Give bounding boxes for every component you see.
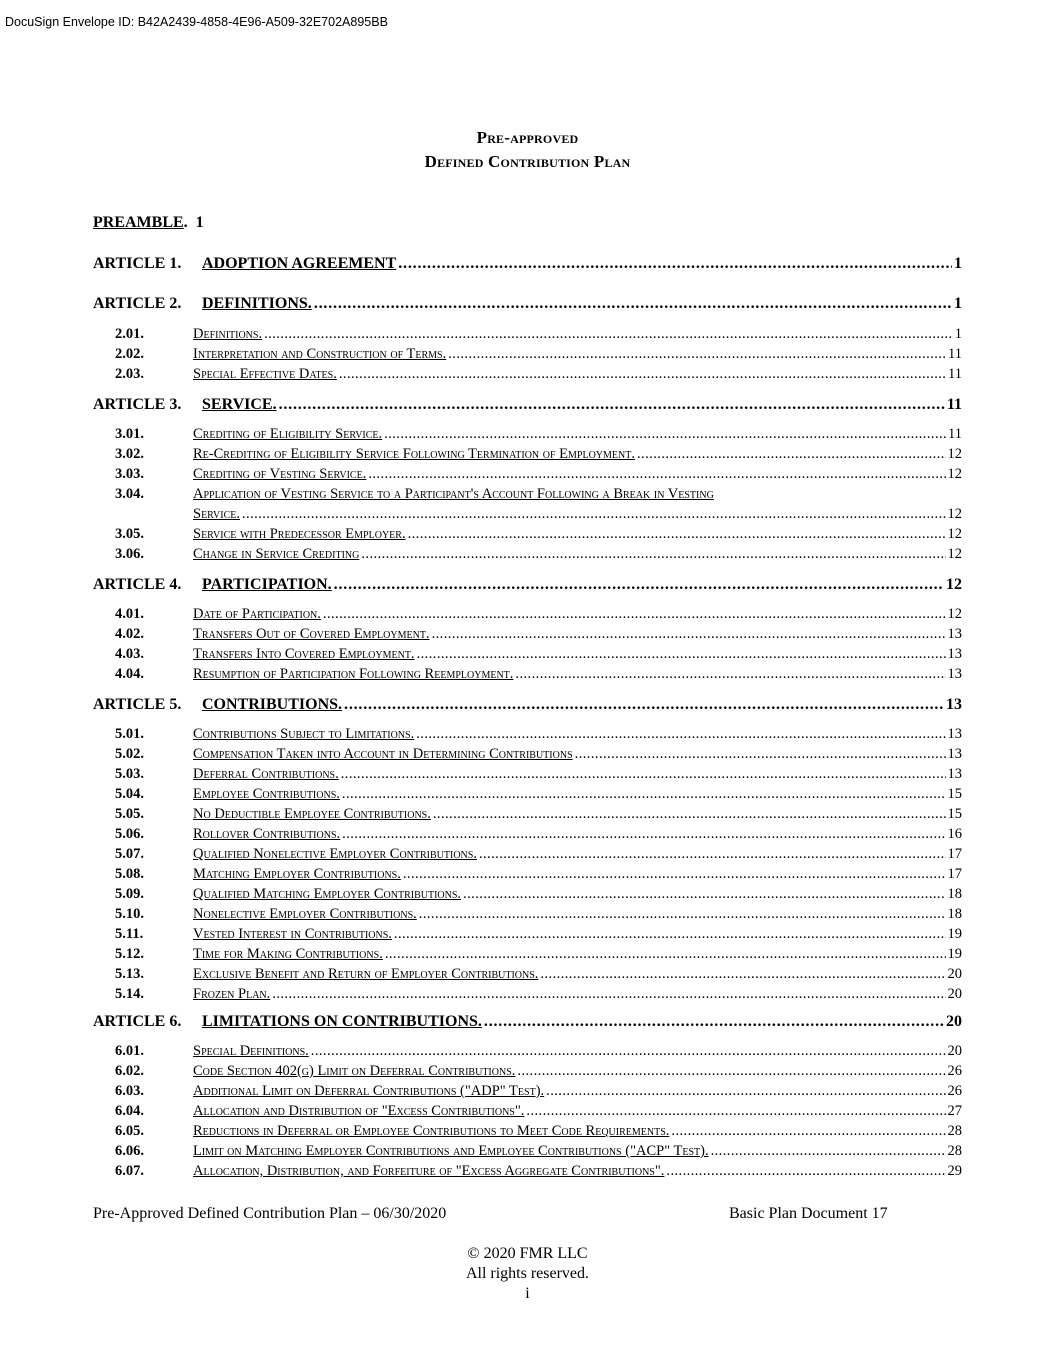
leader-dots [517,1063,945,1080]
leader-dots [394,926,946,943]
section-number: 4.02. [115,626,144,642]
section-number: 2.03. [115,366,144,382]
section-number: 6.06. [115,1143,144,1159]
leader-dots [398,255,952,273]
toc-section[interactable] [93,946,962,966]
toc-section[interactable] [93,526,962,546]
section-title-link[interactable]: Re-Crediting of Eligibility Service Following Termination of Employment. [193,446,635,462]
leader-dots [526,1103,945,1120]
leader-dots [666,1163,945,1180]
toc-section[interactable] [93,1163,962,1183]
section-page: 12 [947,546,962,562]
leader-dots [575,746,946,763]
section-title-link[interactable]: No Deductible Employee Contributions. [193,806,431,822]
leader-dots [546,1083,945,1100]
section-number: 3.04. [115,486,144,502]
toc-section[interactable] [93,446,962,466]
section-title-link[interactable]: Date of Participation. [193,606,321,622]
section-title-link[interactable]: Reductions in Deferral or Employee Contributions to Meet Code Requirements. [193,1123,670,1139]
section-page: 11 [948,346,962,362]
section-page: 26 [947,1063,962,1079]
page-number: i [525,1285,530,1302]
leader-dots [403,866,946,883]
section-title-link[interactable]: Nonelective Employer Contributions. [193,906,417,922]
section-title-link[interactable]: Vested Interest in Contributions. [193,926,392,942]
section-page: 15 [947,806,962,822]
article-label: ARTICLE 3. [93,396,182,413]
section-number: 5.05. [115,806,144,822]
toc-section[interactable] [93,426,962,446]
section-title-link[interactable]: Crediting of Eligibility Service. [193,426,383,442]
section-page: 17 [947,866,962,882]
leader-dots [344,696,944,714]
section-page: 29 [947,1163,962,1179]
toc-section[interactable] [93,486,962,506]
section-number: 6.02. [115,1063,144,1079]
section-page: 12 [947,446,962,462]
toc-preamble[interactable]: PREAMBLE. 1 [93,214,204,231]
section-number: 5.08. [115,866,144,882]
article-label: ARTICLE 5. [93,696,182,713]
leader-dots [384,426,946,443]
rights-reserved: All rights reserved. [465,1265,590,1282]
leader-dots [419,906,946,923]
toc-section[interactable] [93,606,962,626]
section-page: 12 [947,506,962,522]
leader-dots [515,666,945,683]
section-title-link[interactable]: Frozen Plan. [193,986,271,1002]
leader-dots [242,506,946,523]
section-title-link[interactable]: Employee Contributions. [193,786,340,802]
copyright: © 2020 FMR LLC [467,1245,588,1262]
toc-article[interactable] [93,576,962,596]
toc-section[interactable] [93,1043,962,1063]
toc-section[interactable] [93,546,962,566]
section-page: 19 [947,946,962,962]
section-page: 20 [947,986,962,1002]
section-title-link[interactable]: Change in Service Crediting [193,546,360,562]
section-number: 6.01. [115,1043,144,1059]
leader-dots [671,1123,945,1140]
section-number: 5.03. [115,766,144,782]
leader-dots [264,326,953,343]
section-page: 13 [947,766,962,782]
leader-dots [314,295,952,313]
section-number: 5.09. [115,886,144,902]
section-page: 20 [947,1043,962,1059]
section-title-link[interactable]: Qualified Matching Employer Contributions. [193,886,462,902]
article-page: 11 [946,396,962,413]
section-number: 3.05. [115,526,144,542]
section-page: 13 [947,646,962,662]
toc-article[interactable] [93,696,962,716]
toc-section[interactable] [93,1143,962,1163]
toc-section[interactable] [93,726,962,746]
section-title-link[interactable]: Code Section 402(g) Limit on Deferral Contributions. [193,1063,516,1079]
toc-article[interactable] [93,255,962,275]
leader-dots [711,1143,946,1160]
section-page: 28 [947,1123,962,1139]
section-number: 5.14. [115,986,144,1002]
section-page: 13 [947,666,962,682]
toc-section[interactable] [93,846,962,866]
toc-section[interactable] [93,926,962,946]
section-title-link[interactable]: Compensation Taken into Account in Determining Contributions [193,746,573,762]
section-title-link[interactable]: Special Definitions. [193,1043,309,1059]
toc-section[interactable] [93,326,962,346]
section-page: 13 [947,726,962,742]
section-page: 13 [947,746,962,762]
section-title-link[interactable]: Contributions Subject to Limitations. [193,726,415,742]
document-title-line-2: Defined Contribution Plan [424,152,631,171]
section-number: 5.10. [115,906,144,922]
toc-section[interactable] [93,746,962,766]
article-page: 13 [946,696,962,713]
section-title-link[interactable]: Allocation, Distribution, and Forfeiture of "Excess Aggregate Contributions". [193,1163,665,1179]
article-title-link[interactable]: SERVICE. [202,396,277,413]
section-page: 11 [948,426,962,442]
article-title-link[interactable]: LIMITATIONS ON CONTRIBUTIONS. [202,1013,482,1030]
section-number: 2.01. [115,326,144,342]
leader-dots [334,576,944,594]
toc-section[interactable] [93,646,962,666]
section-title-link[interactable]: Limit on Matching Employer Contributions and Employee Contributions ("ACP" Test). [193,1143,709,1159]
section-page: 20 [947,966,962,982]
article-label: ARTICLE 1. [93,255,182,272]
section-number: 5.13. [115,966,144,982]
section-number: 4.01. [115,606,144,622]
toc-section[interactable] [93,986,962,1006]
section-title-link[interactable]: Additional Limit on Deferral Contributions ("ADP" Test). [193,1083,545,1099]
section-number: 5.06. [115,826,144,842]
toc-section[interactable] [93,806,962,826]
preamble-page: 1 [195,214,204,231]
leader-dots [448,346,946,363]
section-number: 5.04. [115,786,144,802]
section-title-link[interactable]: Service with Predecessor Employer. [193,526,406,542]
section-page: 13 [947,626,962,642]
leader-dots [463,886,945,903]
section-number: 5.12. [115,946,144,962]
leader-dots [272,986,945,1003]
leader-dots [311,1043,946,1060]
section-number: 6.07. [115,1163,144,1179]
section-title-link[interactable]: Rollover Contributions. [193,826,341,842]
leader-dots [416,726,945,743]
section-title-link[interactable]: Application of Vesting Service to a Participant's Account Following a Break in Vesting [193,486,714,502]
section-number: 5.11. [115,926,144,942]
section-title-link[interactable]: Matching Employer Contributions. [193,866,401,882]
section-page: 18 [947,906,962,922]
section-title-link[interactable]: Transfers Into Covered Employment. [193,646,415,662]
leader-dots [342,786,946,803]
section-page: 18 [947,886,962,902]
toc-section[interactable] [93,906,962,926]
toc-section[interactable] [93,1063,962,1083]
leader-dots [432,626,946,643]
toc-section[interactable] [93,346,962,366]
section-page: 11 [948,366,962,382]
article-page: 20 [946,1013,962,1030]
footer-plan-name: Pre-Approved Defined Contribution Plan – 06/30/2020 [93,1205,447,1222]
toc-section[interactable] [93,1103,962,1123]
section-number: 4.03. [115,646,144,662]
toc-article[interactable] [93,295,962,315]
section-number: 3.06. [115,546,144,562]
leader-dots [637,446,946,463]
section-page: 19 [947,926,962,942]
toc-section[interactable] [93,1083,962,1103]
footer-document-number: Basic Plan Document 17 [729,1205,888,1222]
section-page: 12 [947,526,962,542]
section-page: 17 [947,846,962,862]
section-number: 5.02. [115,746,144,762]
toc-section[interactable] [93,666,962,686]
toc-section[interactable] [93,366,962,386]
toc-section[interactable] [93,766,962,786]
leader-dots [417,646,946,663]
section-title-link[interactable]: Deferral Contributions. [193,766,339,782]
section-title-link-continued[interactable]: Service. [193,506,240,522]
leader-dots [339,366,946,383]
article-label: ARTICLE 2. [93,295,182,312]
envelope-id: DocuSign Envelope ID: B42A2439-4858-4E96-A509-32E702A895BB [5,15,388,29]
leader-dots [479,846,946,863]
article-title-link[interactable]: CONTRIBUTIONS. [202,696,343,713]
document-title-line-1: Pre-approved [476,128,579,147]
toc-section[interactable] [93,786,962,806]
section-number: 3.01. [115,426,144,442]
toc-section[interactable] [93,826,962,846]
leader-dots [385,946,946,963]
article-page: 12 [946,576,962,593]
section-title-link[interactable]: Interpretation and Construction of Terms. [193,346,447,362]
toc-section[interactable] [93,1123,962,1143]
section-page: 27 [947,1103,962,1119]
toc-section[interactable] [93,626,962,646]
article-label: ARTICLE 6. [93,1013,182,1030]
section-title-link[interactable]: Qualified Nonelective Employer Contributions. [193,846,477,862]
toc-section[interactable] [93,866,962,886]
section-page: 12 [947,606,962,622]
toc-article[interactable] [93,396,962,416]
leader-dots [279,396,945,414]
section-page: 1 [954,326,962,342]
section-title-link[interactable]: Special Effective Dates. [193,366,337,382]
section-number: 6.04. [115,1103,144,1119]
section-title-link[interactable]: Resumption of Participation Following Reemployment. [193,666,514,682]
leader-dots [368,466,945,483]
section-number: 5.07. [115,846,144,862]
section-number: 6.03. [115,1083,144,1099]
leader-dots [341,766,946,783]
article-title-link[interactable]: DEFINITIONS. [202,295,312,312]
section-number: 6.05. [115,1123,144,1139]
section-page: 16 [947,826,962,842]
leader-dots [540,966,945,983]
section-page: 26 [947,1083,962,1099]
section-number: 3.02. [115,446,144,462]
section-title-link[interactable]: Definitions. [193,326,263,342]
toc-article[interactable] [93,1013,962,1033]
article-page: 1 [954,255,962,272]
toc-section[interactable] [93,966,962,986]
section-number: 5.01. [115,726,144,742]
leader-dots [484,1013,944,1031]
article-title-link[interactable]: PARTICIPATION. [202,576,332,593]
section-title-link[interactable]: Exclusive Benefit and Return of Employer Contributions. [193,966,539,982]
toc-section-continued[interactable] [93,506,962,526]
section-title-link[interactable]: Time for Making Contributions. [193,946,383,962]
section-title-link[interactable]: Allocation and Distribution of "Excess Contributions". [193,1103,525,1119]
section-number: 4.04. [115,666,144,682]
leader-dots [342,826,945,843]
article-title-link[interactable]: ADOPTION AGREEMENT [202,255,397,272]
toc-section[interactable] [93,886,962,906]
section-number: 3.03. [115,466,144,482]
article-label: ARTICLE 4. [93,576,182,593]
leader-dots [361,546,945,563]
section-page: 12 [947,466,962,482]
leader-dots [323,606,946,623]
toc-section[interactable] [93,466,962,486]
leader-dots [433,806,946,823]
section-page: 28 [947,1143,962,1159]
section-number: 2.02. [115,346,144,362]
section-title-link[interactable]: Crediting of Vesting Service. [193,466,367,482]
article-page: 1 [954,295,962,312]
section-title-link[interactable]: Transfers Out of Covered Employment. [193,626,430,642]
leader-dots [408,526,946,543]
preamble-label[interactable]: PREAMBLE [93,214,184,231]
section-page: 15 [947,786,962,802]
